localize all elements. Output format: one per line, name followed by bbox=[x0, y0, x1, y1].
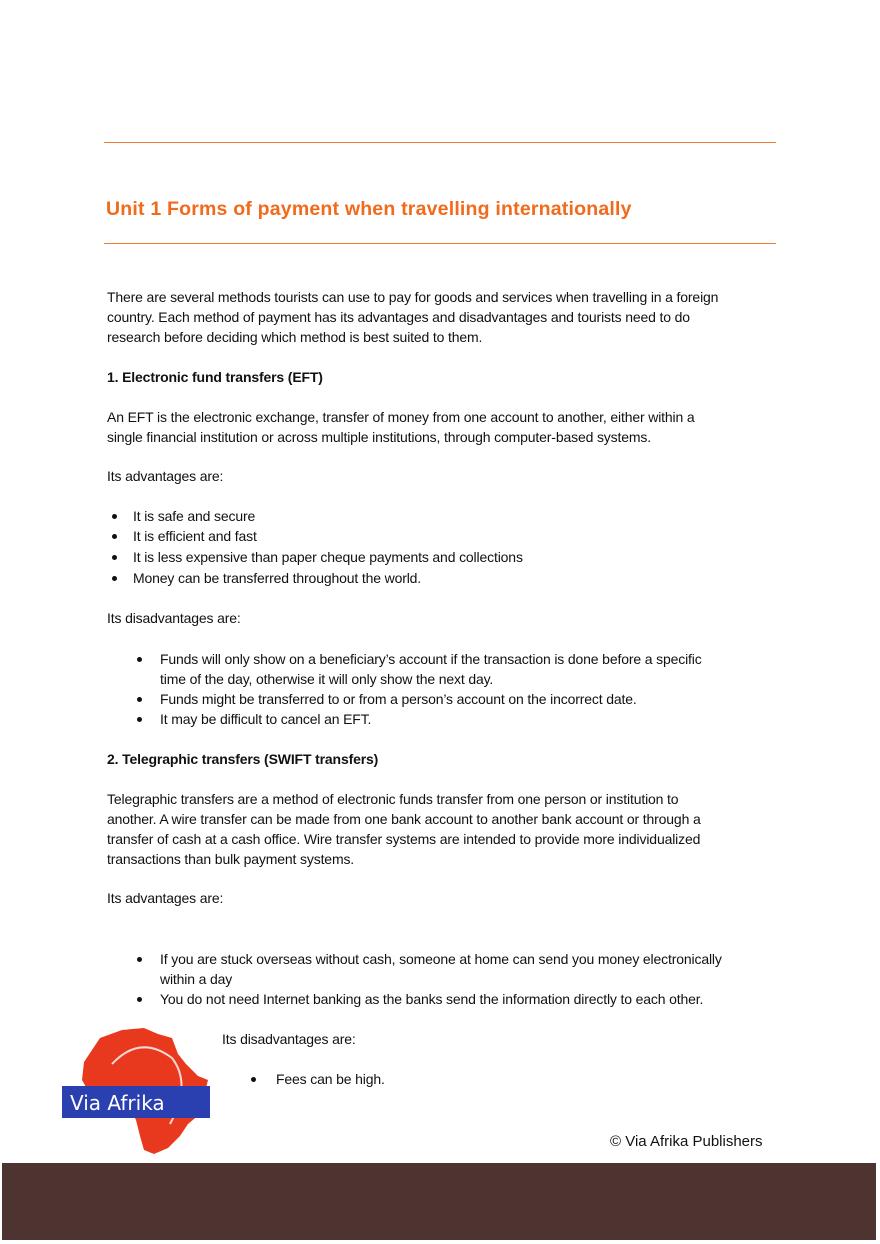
paragraph-line: Its advantages are: bbox=[107, 468, 224, 484]
list-item-line: Funds will only show on a beneficiary’s account if the transaction is done before a specific bbox=[160, 651, 702, 667]
list-item-line: It is efficient and fast bbox=[133, 528, 257, 544]
bullet-icon bbox=[112, 576, 117, 581]
paragraph-line: another. A wire transfer can be made from one bank account to another bank account or through a bbox=[107, 811, 701, 827]
paragraph-line: country. Each method of payment has its advantages and disadvantages and tourists need to do bbox=[107, 309, 690, 325]
paragraph-line: Its advantages are: bbox=[107, 890, 224, 906]
bullet-icon bbox=[112, 534, 117, 539]
section-heading: 1. Electronic fund transfers (EFT) bbox=[107, 369, 323, 385]
list-item-line: It may be difficult to cancel an EFT. bbox=[160, 711, 372, 727]
paragraph-line: research before deciding which method is best suited to them. bbox=[107, 329, 483, 345]
paragraph-line: An EFT is the electronic exchange, transfer of money from one account to another, either within a bbox=[107, 409, 695, 425]
via-afrika-logo bbox=[60, 1024, 212, 1156]
list-item-line: It is safe and secure bbox=[133, 508, 256, 524]
list-item-line: time of the day, otherwise it will only show the next day. bbox=[160, 671, 494, 687]
paragraph-line: There are several methods tourists can use to pay for goods and services when travelling in a foreign bbox=[107, 289, 719, 305]
bullet-icon bbox=[112, 514, 117, 519]
paragraph-line: transactions than bulk payment systems. bbox=[107, 851, 355, 867]
page-title: Unit 1 Forms of payment when travelling internationally bbox=[106, 198, 632, 220]
bullet-icon bbox=[251, 1077, 256, 1082]
footer-band bbox=[2, 1163, 876, 1240]
bullet-icon bbox=[112, 555, 117, 560]
title-rule bbox=[104, 243, 776, 244]
list-item-line: Funds might be transferred to or from a person’s account on the incorrect date. bbox=[160, 691, 637, 707]
list-item-line: within a day bbox=[160, 971, 233, 987]
list-item-line: You do not need Internet banking as the banks send the information directly to each other. bbox=[160, 991, 704, 1007]
paragraph-line: single financial institution or across multiple institutions, through computer-based systems. bbox=[107, 429, 651, 445]
list-item-line: If you are stuck overseas without cash, someone at home can send you money electronically bbox=[160, 951, 722, 967]
paragraph-line: Its disadvantages are: bbox=[107, 610, 241, 626]
list-item-line: It is less expensive than paper cheque payments and collections bbox=[133, 549, 523, 565]
bullet-icon bbox=[137, 717, 142, 722]
bullet-icon bbox=[137, 657, 142, 662]
bullet-icon bbox=[137, 697, 142, 702]
paragraph-line: Telegraphic transfers are a method of electronic funds transfer from one person or institution to bbox=[107, 791, 679, 807]
top-rule bbox=[104, 142, 776, 143]
logo-text: Via Afrika bbox=[70, 1091, 165, 1115]
copyright-notice: © Via Afrika Publishers bbox=[610, 1133, 763, 1150]
section-heading: 2. Telegraphic transfers (SWIFT transfers) bbox=[107, 751, 379, 767]
list-item-line: Fees can be high. bbox=[276, 1071, 385, 1087]
bullet-icon bbox=[137, 997, 142, 1002]
bullet-icon bbox=[137, 957, 142, 962]
paragraph-line: transfer of cash at a cash office. Wire transfer systems are intended to provide more individualized bbox=[107, 831, 701, 847]
list-item-line: Money can be transferred throughout the world. bbox=[133, 570, 422, 586]
paragraph-line: Its disadvantages are: bbox=[222, 1031, 356, 1047]
